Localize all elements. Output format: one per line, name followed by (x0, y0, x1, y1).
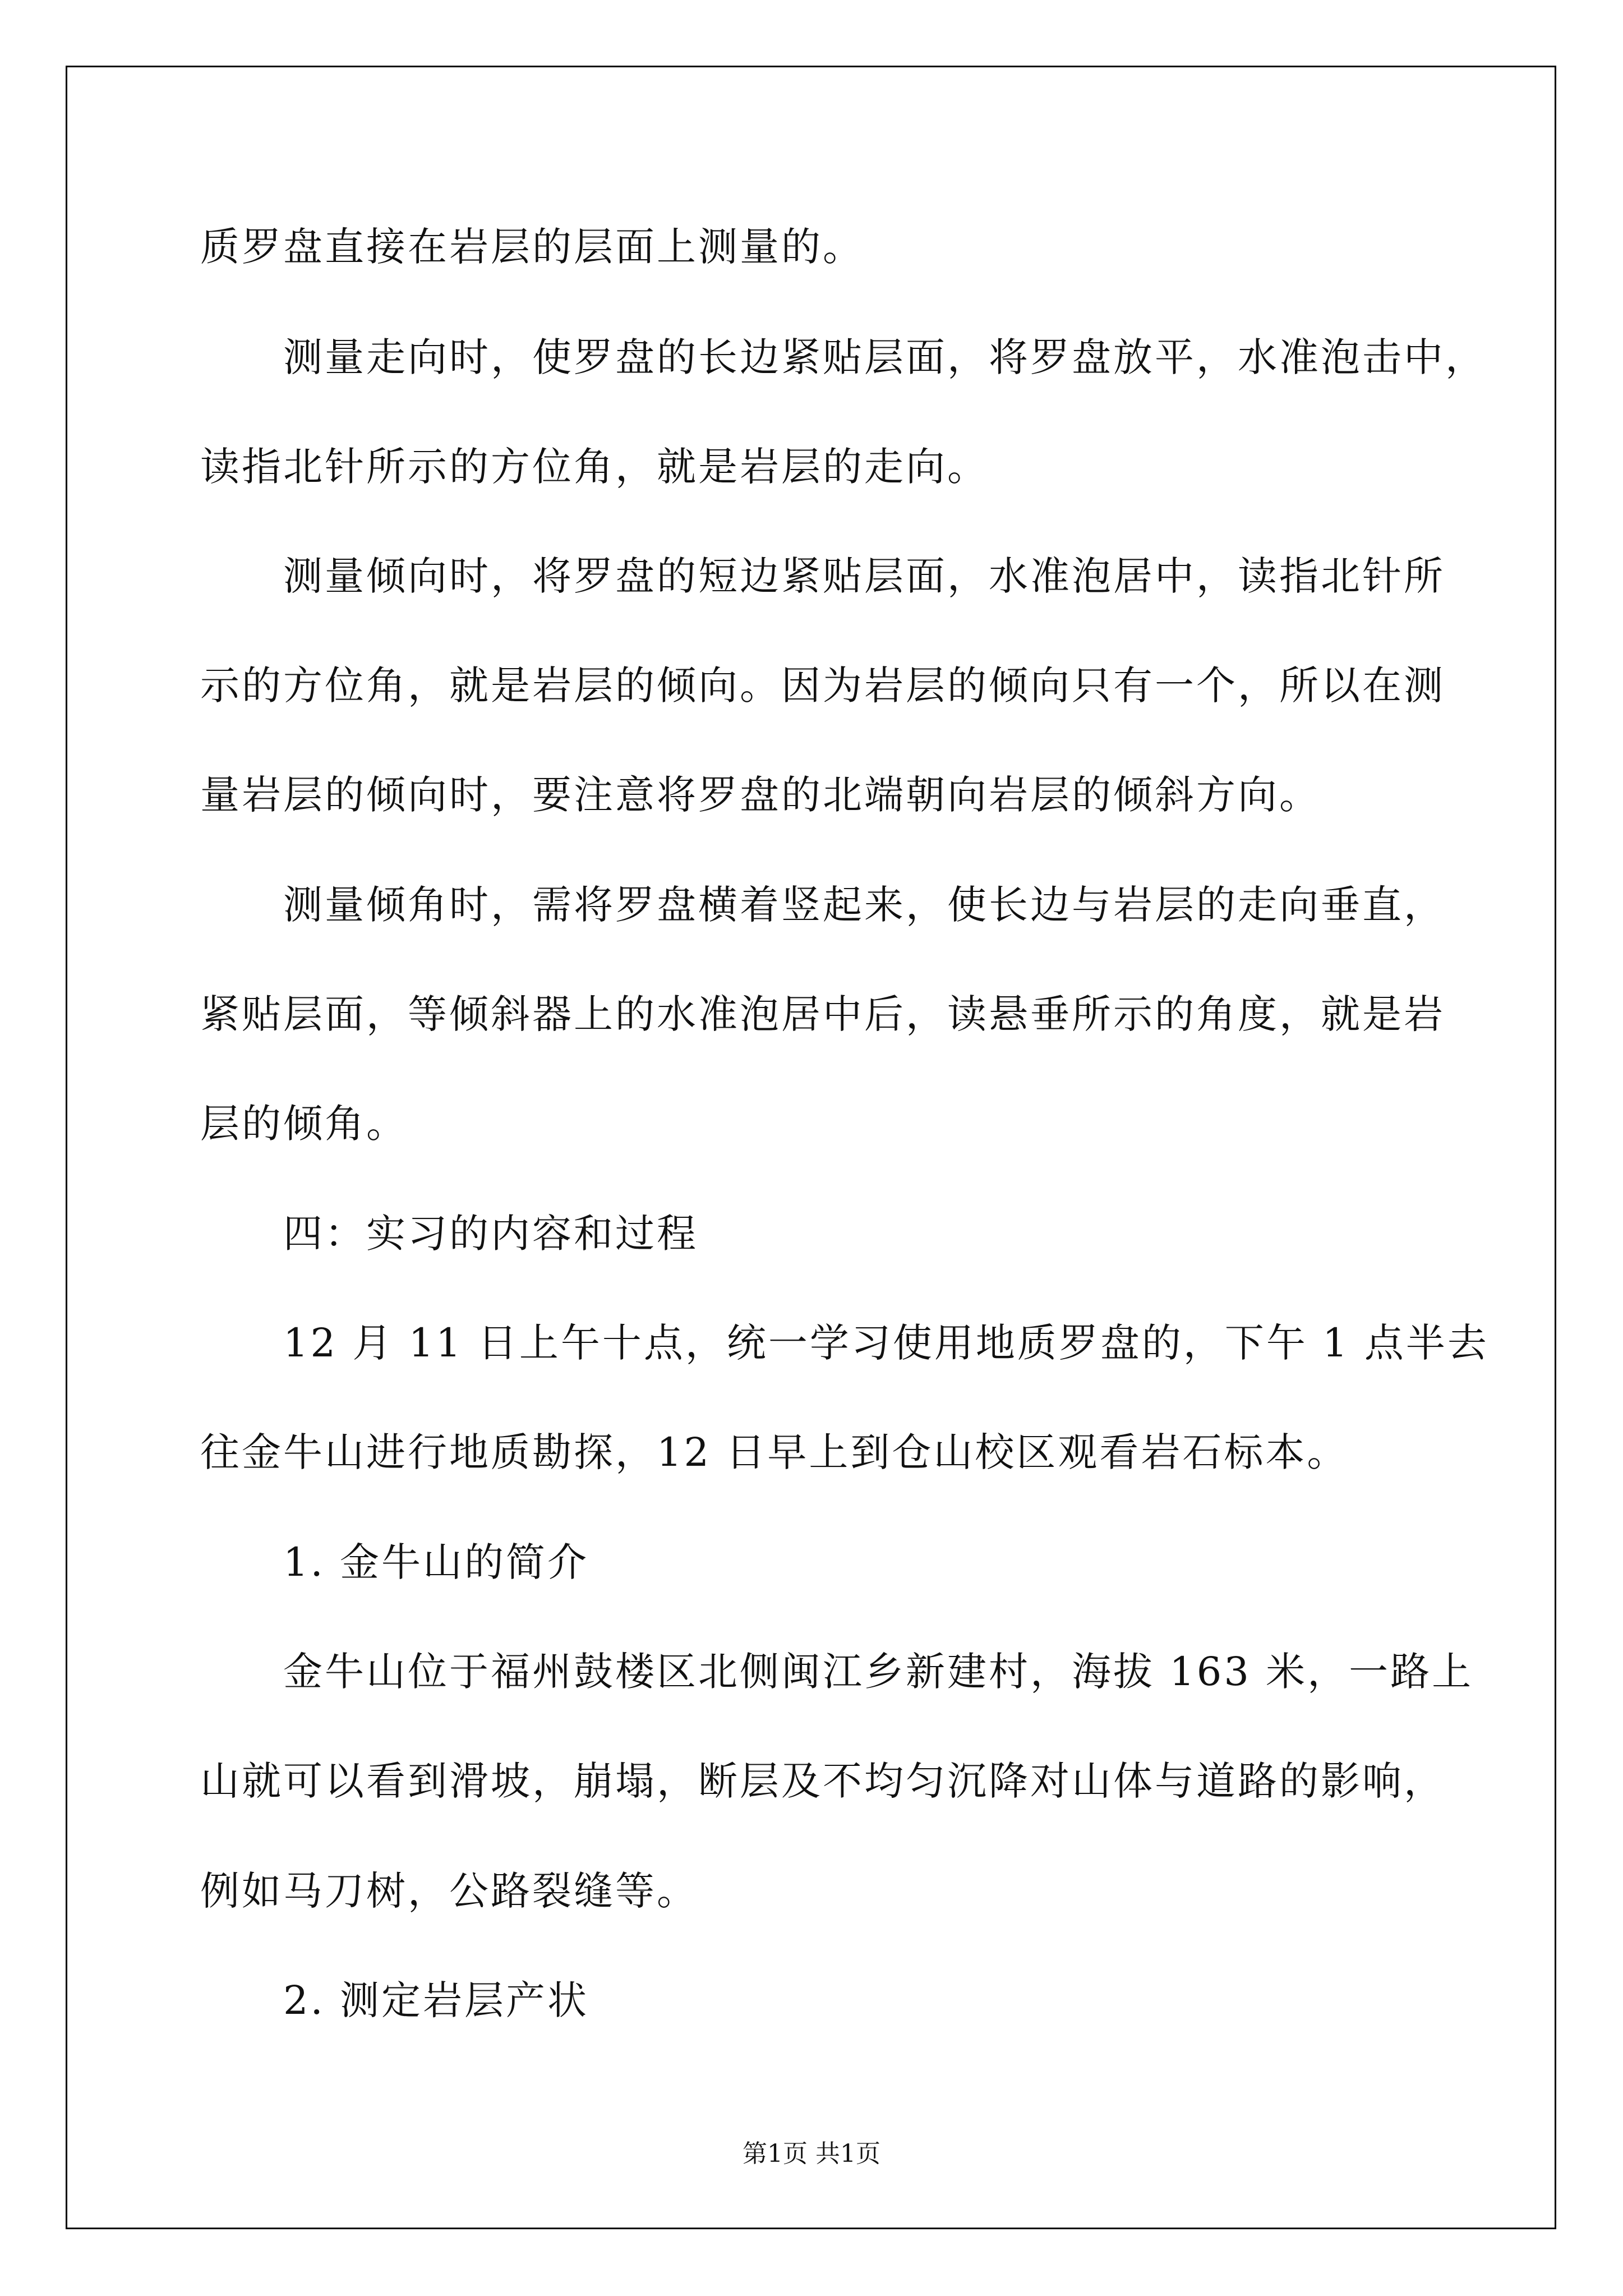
section-heading: 四：实习的内容和过程 (283, 1211, 698, 1257)
paragraph-line: 测量倾向时，将罗盘的短边紧贴层面，水准泡居中，读指北针所 (283, 553, 1445, 599)
text-line: 读指北针所示的方位角，就是岩层的走向。 (200, 444, 989, 490)
text-line: 示的方位角，就是岩层的倾向。因为岩层的倾向只有一个，所以在测 (200, 662, 1445, 708)
paragraph-line: 12 月 11 日上午十点，统一学习使用地质罗盘的，下午 1 点半去 (283, 1320, 1489, 1366)
page-footer: 第1页 共1页 (743, 2139, 880, 2168)
text-line: 往金牛山进行地质勘探，12 日早上到仓山校区观看岩石标本。 (200, 1429, 1349, 1475)
paragraph-line: 金牛山位于福州鼓楼区北侧闽江乡新建村，海拔 163 米，一路上 (283, 1649, 1474, 1695)
text-line: 山就可以看到滑坡，崩塌，断层及不均匀沉降对山体与道路的影响， (200, 1758, 1445, 1804)
text-line: 质罗盘直接在岩层的层面上测量的。 (200, 224, 864, 270)
text-line: 紧贴层面，等倾斜器上的水准泡居中后，读悬垂所示的角度，就是岩 (200, 991, 1445, 1037)
paragraph-line: 测量走向时，使罗盘的长边紧贴层面，将罗盘放平，水准泡击中， (283, 334, 1487, 380)
subsection-heading: 2. 测定岩层产状 (283, 1977, 589, 2023)
paragraph-line: 测量倾角时，需将罗盘横着竖起来，使长边与岩层的走向垂直， (283, 882, 1445, 928)
text-line: 层的倾角。 (200, 1101, 408, 1147)
text-line: 量岩层的倾向时，要注意将罗盘的北端朝向岩层的倾斜方向。 (200, 772, 1321, 818)
subsection-heading: 1. 金牛山的简介 (283, 1539, 589, 1585)
text-line: 例如马刀树，公路裂缝等。 (200, 1868, 698, 1914)
